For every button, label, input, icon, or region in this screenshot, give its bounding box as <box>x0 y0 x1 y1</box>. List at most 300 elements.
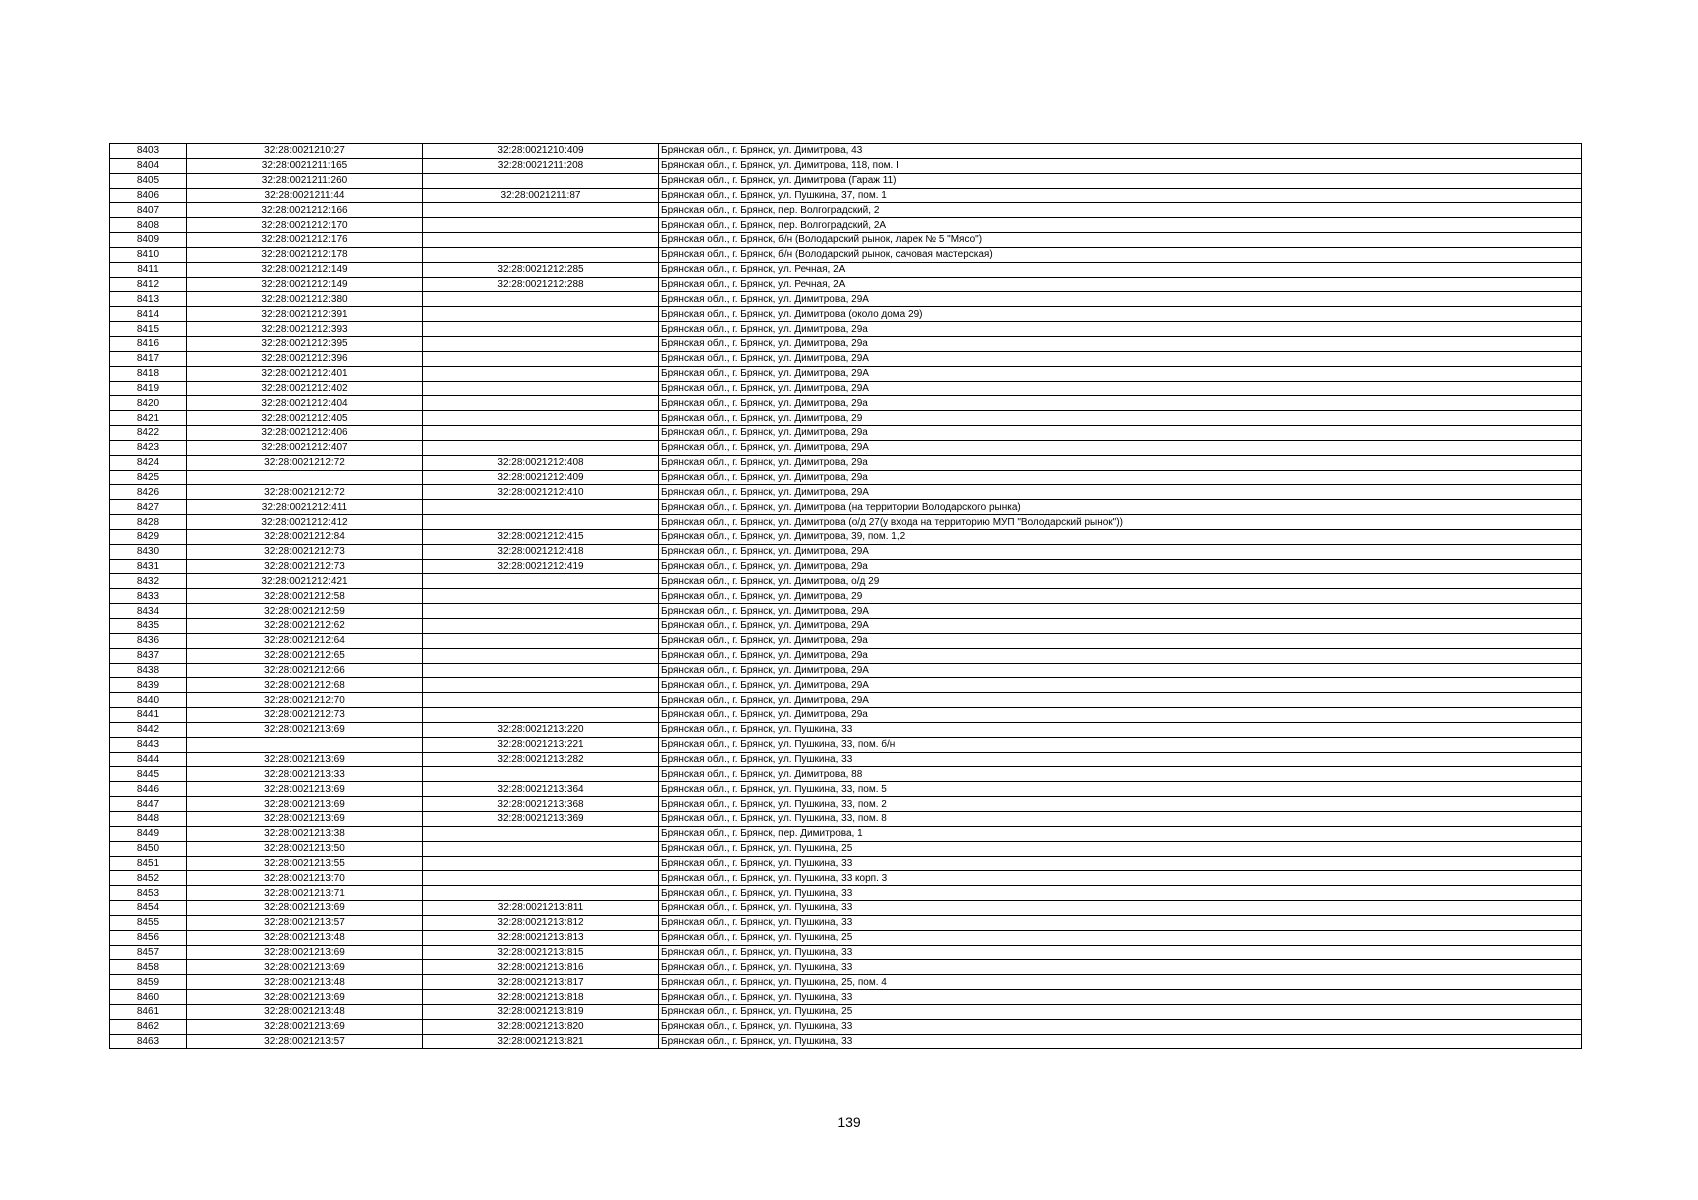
address-cell: Брянская обл., г. Брянск, ул. Димитрова (Гараж 11) <box>659 173 1582 188</box>
row-number-cell: 8455 <box>110 915 187 930</box>
table-row <box>110 752 1582 767</box>
row-number-cell: 8433 <box>110 589 187 604</box>
parcel-number-cell: 32:28:0021213:33 <box>187 767 423 782</box>
table-row <box>110 158 1582 173</box>
row-number-cell: 8441 <box>110 708 187 723</box>
row-number-cell: 8460 <box>110 990 187 1005</box>
parcel-number-cell: 32:28:0021212:404 <box>187 396 423 411</box>
address-cell: Брянская обл., г. Брянск, ул. Пушкина, 25 <box>659 930 1582 945</box>
object-number-cell: 32:28:0021213:819 <box>423 1004 659 1019</box>
address-cell: Брянская обл., г. Брянск, ул. Димитрова, 29А <box>659 693 1582 708</box>
object-number-cell <box>423 381 659 396</box>
address-cell: Брянская обл., г. Брянск, ул. Димитрова, 29А <box>659 663 1582 678</box>
row-number-cell: 8447 <box>110 797 187 812</box>
address-cell: Брянская обл., г. Брянск, ул. Димитрова, 88 <box>659 767 1582 782</box>
address-cell: Брянская обл., г. Брянск, ул. Пушкина, 33 <box>659 1019 1582 1034</box>
table-row <box>110 782 1582 797</box>
address-cell: Брянская обл., г. Брянск, ул. Пушкина, 25, пом. 4 <box>659 975 1582 990</box>
parcel-number-cell: 32:28:0021210:27 <box>187 144 423 159</box>
table-row <box>110 574 1582 589</box>
row-number-cell: 8410 <box>110 247 187 262</box>
table-row <box>110 604 1582 619</box>
table-row <box>110 1019 1582 1034</box>
table-row <box>110 500 1582 515</box>
parcel-number-cell: 32:28:0021212:391 <box>187 307 423 322</box>
table-row <box>110 678 1582 693</box>
table-row <box>110 247 1582 262</box>
table-row <box>110 811 1582 826</box>
row-number-cell: 8438 <box>110 663 187 678</box>
table-row <box>110 619 1582 634</box>
object-number-cell: 32:28:0021213:815 <box>423 945 659 960</box>
object-number-cell <box>423 886 659 901</box>
object-number-cell <box>423 411 659 426</box>
row-number-cell: 8451 <box>110 856 187 871</box>
address-cell: Брянская обл., г. Брянск, ул. Димитрова, 39, пом. 1,2 <box>659 529 1582 544</box>
parcel-number-cell: 32:28:0021213:69 <box>187 811 423 826</box>
address-cell: Брянская обл., г. Брянск, ул. Пушкина, 33 корп. 3 <box>659 871 1582 886</box>
object-number-cell: 32:28:0021213:821 <box>423 1034 659 1049</box>
address-cell: Брянская обл., г. Брянск, ул. Пушкина, 33 <box>659 752 1582 767</box>
parcel-number-cell: 32:28:0021211:260 <box>187 173 423 188</box>
object-number-cell: 32:28:0021211:208 <box>423 158 659 173</box>
parcel-number-cell: 32:28:0021213:55 <box>187 856 423 871</box>
address-cell: Брянская обл., г. Брянск, ул. Димитрова, 29а <box>659 559 1582 574</box>
parcel-number-cell: 32:28:0021213:69 <box>187 945 423 960</box>
object-number-cell <box>423 396 659 411</box>
object-number-cell: 32:28:0021211:87 <box>423 188 659 203</box>
object-number-cell <box>423 351 659 366</box>
table-row <box>110 218 1582 233</box>
object-number-cell <box>423 322 659 337</box>
address-cell: Брянская обл., г. Брянск, ул. Пушкина, 37, пом. 1 <box>659 188 1582 203</box>
object-number-cell: 32:28:0021212:419 <box>423 559 659 574</box>
parcel-number-cell: 32:28:0021212:59 <box>187 604 423 619</box>
row-number-cell: 8418 <box>110 366 187 381</box>
address-cell: Брянская обл., г. Брянск, ул. Димитрова, 43 <box>659 144 1582 159</box>
row-number-cell: 8448 <box>110 811 187 826</box>
table-row <box>110 975 1582 990</box>
table-row <box>110 915 1582 930</box>
object-number-cell: 32:28:0021213:368 <box>423 797 659 812</box>
address-cell: Брянская обл., г. Брянск, ул. Димитрова, 29а <box>659 708 1582 723</box>
address-cell: Брянская обл., г. Брянск, ул. Димитрова, 29а <box>659 336 1582 351</box>
table-row <box>110 945 1582 960</box>
parcel-number-cell: 32:28:0021212:62 <box>187 619 423 634</box>
object-number-cell: 32:28:0021213:820 <box>423 1019 659 1034</box>
parcel-number-cell <box>187 737 423 752</box>
object-number-cell <box>423 663 659 678</box>
address-cell: Брянская обл., г. Брянск, ул. Димитрова, 29А <box>659 485 1582 500</box>
row-number-cell: 8424 <box>110 455 187 470</box>
row-number-cell: 8440 <box>110 693 187 708</box>
object-number-cell: 32:28:0021212:418 <box>423 544 659 559</box>
table-row <box>110 856 1582 871</box>
parcel-number-cell: 32:28:0021212:405 <box>187 411 423 426</box>
object-number-cell: 32:28:0021212:410 <box>423 485 659 500</box>
address-cell: Брянская обл., г. Брянск, ул. Димитрова, 29 <box>659 411 1582 426</box>
parcel-number-cell: 32:28:0021213:71 <box>187 886 423 901</box>
address-cell: Брянская обл., г. Брянск, б/н (Володарский рынок, сачовая мастерская) <box>659 247 1582 262</box>
row-number-cell: 8461 <box>110 1004 187 1019</box>
table-row <box>110 960 1582 975</box>
row-number-cell: 8435 <box>110 619 187 634</box>
row-number-cell: 8419 <box>110 381 187 396</box>
parcel-number-cell: 32:28:0021212:401 <box>187 366 423 381</box>
address-cell: Брянская обл., г. Брянск, ул. Димитрова, 29а <box>659 633 1582 648</box>
table-row <box>110 396 1582 411</box>
parcel-number-cell: 32:28:0021212:64 <box>187 633 423 648</box>
address-cell: Брянская обл., г. Брянск, ул. Димитрова, 29А <box>659 366 1582 381</box>
address-cell: Брянская обл., г. Брянск, ул. Димитрова (около дома 29) <box>659 307 1582 322</box>
parcel-number-cell: 32:28:0021213:70 <box>187 871 423 886</box>
parcel-number-cell: 32:28:0021212:84 <box>187 529 423 544</box>
row-number-cell: 8411 <box>110 262 187 277</box>
row-number-cell: 8444 <box>110 752 187 767</box>
row-number-cell: 8429 <box>110 529 187 544</box>
object-number-cell: 32:28:0021210:409 <box>423 144 659 159</box>
table-row <box>110 485 1582 500</box>
table-row <box>110 1004 1582 1019</box>
object-number-cell: 32:28:0021212:409 <box>423 470 659 485</box>
object-number-cell <box>423 708 659 723</box>
row-number-cell: 8463 <box>110 1034 187 1049</box>
table-row <box>110 886 1582 901</box>
object-number-cell <box>423 826 659 841</box>
parcel-number-cell: 32:28:0021212:73 <box>187 708 423 723</box>
address-cell: Брянская обл., г. Брянск, ул. Пушкина, 33, пом. б/н <box>659 737 1582 752</box>
table-row <box>110 292 1582 307</box>
object-number-cell: 32:28:0021213:811 <box>423 901 659 916</box>
parcel-number-cell: 32:28:0021212:65 <box>187 648 423 663</box>
object-number-cell <box>423 203 659 218</box>
object-number-cell <box>423 233 659 248</box>
table-row <box>110 797 1582 812</box>
row-number-cell: 8412 <box>110 277 187 292</box>
parcel-number-cell: 32:28:0021212:72 <box>187 485 423 500</box>
table-row <box>110 871 1582 886</box>
table-row <box>110 426 1582 441</box>
row-number-cell: 8405 <box>110 173 187 188</box>
object-number-cell: 32:28:0021213:812 <box>423 915 659 930</box>
object-number-cell <box>423 871 659 886</box>
row-number-cell: 8434 <box>110 604 187 619</box>
row-number-cell: 8413 <box>110 292 187 307</box>
address-cell: Брянская обл., г. Брянск, ул. Речная, 2А <box>659 262 1582 277</box>
table-row <box>110 1034 1582 1049</box>
row-number-cell: 8415 <box>110 322 187 337</box>
address-cell: Брянская обл., г. Брянск, ул. Пушкина, 33 <box>659 960 1582 975</box>
row-number-cell: 8457 <box>110 945 187 960</box>
row-number-cell: 8432 <box>110 574 187 589</box>
object-number-cell <box>423 856 659 871</box>
parcel-number-cell: 32:28:0021211:44 <box>187 188 423 203</box>
row-number-cell: 8449 <box>110 826 187 841</box>
parcel-number-cell: 32:28:0021212:421 <box>187 574 423 589</box>
parcel-number-cell: 32:28:0021213:48 <box>187 930 423 945</box>
object-number-cell: 32:28:0021213:816 <box>423 960 659 975</box>
parcel-number-cell <box>187 470 423 485</box>
parcel-number-cell: 32:28:0021212:393 <box>187 322 423 337</box>
table-row <box>110 411 1582 426</box>
object-number-cell <box>423 366 659 381</box>
row-number-cell: 8428 <box>110 515 187 530</box>
address-cell: Брянская обл., г. Брянск, ул. Димитрова, 29А <box>659 351 1582 366</box>
parcel-number-cell: 32:28:0021213:48 <box>187 975 423 990</box>
table-row <box>110 633 1582 648</box>
parcel-number-cell: 32:28:0021213:48 <box>187 1004 423 1019</box>
address-cell: Брянская обл., г. Брянск, ул. Димитрова, 29А <box>659 440 1582 455</box>
row-number-cell: 8417 <box>110 351 187 366</box>
object-number-cell <box>423 515 659 530</box>
row-number-cell: 8450 <box>110 841 187 856</box>
parcel-number-cell: 32:28:0021212:170 <box>187 218 423 233</box>
row-number-cell: 8425 <box>110 470 187 485</box>
table-row <box>110 693 1582 708</box>
row-number-cell: 8458 <box>110 960 187 975</box>
address-cell: Брянская обл., г. Брянск, ул. Пушкина, 33 <box>659 990 1582 1005</box>
parcel-number-cell: 32:28:0021212:380 <box>187 292 423 307</box>
table-row <box>110 366 1582 381</box>
table-row <box>110 440 1582 455</box>
parcel-number-cell: 32:28:0021212:176 <box>187 233 423 248</box>
row-number-cell: 8436 <box>110 633 187 648</box>
row-number-cell: 8443 <box>110 737 187 752</box>
row-number-cell: 8414 <box>110 307 187 322</box>
address-cell: Брянская обл., г. Брянск, пер. Димитрова, 1 <box>659 826 1582 841</box>
row-number-cell: 8407 <box>110 203 187 218</box>
parcel-number-cell: 32:28:0021213:69 <box>187 990 423 1005</box>
parcel-number-cell: 32:28:0021213:57 <box>187 915 423 930</box>
table-row <box>110 722 1582 737</box>
table-row <box>110 233 1582 248</box>
object-number-cell: 32:28:0021213:818 <box>423 990 659 1005</box>
object-number-cell <box>423 218 659 233</box>
address-cell: Брянская обл., г. Брянск, ул. Димитрова, 29А <box>659 619 1582 634</box>
address-cell: Брянская обл., г. Брянск, пер. Волгоградский, 2А <box>659 218 1582 233</box>
address-cell: Брянская обл., г. Брянск, ул. Димитрова, 29а <box>659 426 1582 441</box>
object-number-cell <box>423 247 659 262</box>
row-number-cell: 8408 <box>110 218 187 233</box>
object-number-cell: 32:28:0021212:408 <box>423 455 659 470</box>
page-number: 139 <box>837 1114 861 1130</box>
object-number-cell <box>423 426 659 441</box>
object-number-cell <box>423 767 659 782</box>
object-number-cell: 32:28:0021212:285 <box>423 262 659 277</box>
parcel-number-cell: 32:28:0021211:165 <box>187 158 423 173</box>
object-number-cell: 32:28:0021213:364 <box>423 782 659 797</box>
table-row <box>110 737 1582 752</box>
row-number-cell: 8423 <box>110 440 187 455</box>
object-number-cell: 32:28:0021213:282 <box>423 752 659 767</box>
row-number-cell: 8404 <box>110 158 187 173</box>
parcel-number-cell: 32:28:0021212:411 <box>187 500 423 515</box>
table-row <box>110 381 1582 396</box>
table-row <box>110 173 1582 188</box>
parcel-number-cell: 32:28:0021213:69 <box>187 960 423 975</box>
object-number-cell <box>423 841 659 856</box>
address-cell: Брянская обл., г. Брянск, ул. Димитрова, 29А <box>659 292 1582 307</box>
object-number-cell: 32:28:0021213:369 <box>423 811 659 826</box>
object-number-cell <box>423 693 659 708</box>
row-number-cell: 8416 <box>110 336 187 351</box>
parcel-number-cell: 32:28:0021212:395 <box>187 336 423 351</box>
address-cell: Брянская обл., г. Брянск, ул. Пушкина, 33 <box>659 901 1582 916</box>
object-number-cell: 32:28:0021213:813 <box>423 930 659 945</box>
address-cell: Брянская обл., г. Брянск, ул. Димитрова, 29а <box>659 470 1582 485</box>
address-cell: Брянская обл., г. Брянск, ул. Речная, 2А <box>659 277 1582 292</box>
table-row <box>110 544 1582 559</box>
address-cell: Брянская обл., г. Брянск, ул. Димитрова, 29А <box>659 678 1582 693</box>
table-row <box>110 336 1582 351</box>
object-number-cell <box>423 604 659 619</box>
table-row <box>110 515 1582 530</box>
row-number-cell: 8431 <box>110 559 187 574</box>
row-number-cell: 8430 <box>110 544 187 559</box>
table-row <box>110 144 1582 159</box>
address-cell: Брянская обл., г. Брянск, ул. Димитрова, 29а <box>659 648 1582 663</box>
table-row <box>110 262 1582 277</box>
object-number-cell <box>423 440 659 455</box>
parcel-number-cell: 32:28:0021213:69 <box>187 797 423 812</box>
row-number-cell: 8439 <box>110 678 187 693</box>
table-row <box>110 589 1582 604</box>
address-cell: Брянская обл., г. Брянск, ул. Димитрова (на территории Володарского рынка) <box>659 500 1582 515</box>
address-cell: Брянская обл., г. Брянск, ул. Пушкина, 33, пом. 5 <box>659 782 1582 797</box>
parcel-number-cell: 32:28:0021212:178 <box>187 247 423 262</box>
object-number-cell <box>423 589 659 604</box>
row-number-cell: 8420 <box>110 396 187 411</box>
parcel-number-cell: 32:28:0021213:50 <box>187 841 423 856</box>
address-cell: Брянская обл., г. Брянск, ул. Димитрова, 29А <box>659 604 1582 619</box>
address-cell: Брянская обл., г. Брянск, ул. Димитрова, 29а <box>659 396 1582 411</box>
parcel-number-cell: 32:28:0021212:66 <box>187 663 423 678</box>
row-number-cell: 8422 <box>110 426 187 441</box>
address-cell: Брянская обл., г. Брянск, ул. Пушкина, 33, пом. 2 <box>659 797 1582 812</box>
row-number-cell: 8421 <box>110 411 187 426</box>
address-cell: Брянская обл., г. Брянск, ул. Пушкина, 33 <box>659 1034 1582 1049</box>
address-cell: Брянская обл., г. Брянск, ул. Димитрова, 29А <box>659 544 1582 559</box>
address-cell: Брянская обл., г. Брянск, ул. Димитрова, 29 <box>659 589 1582 604</box>
parcel-number-cell: 32:28:0021213:69 <box>187 901 423 916</box>
parcel-number-cell: 32:28:0021212:70 <box>187 693 423 708</box>
row-number-cell: 8452 <box>110 871 187 886</box>
object-number-cell: 32:28:0021213:221 <box>423 737 659 752</box>
row-number-cell: 8442 <box>110 722 187 737</box>
row-number-cell: 8427 <box>110 500 187 515</box>
row-number-cell: 8459 <box>110 975 187 990</box>
object-number-cell: 32:28:0021212:288 <box>423 277 659 292</box>
row-number-cell: 8446 <box>110 782 187 797</box>
object-number-cell <box>423 173 659 188</box>
parcel-number-cell: 32:28:0021212:73 <box>187 544 423 559</box>
object-number-cell: 32:28:0021212:415 <box>423 529 659 544</box>
parcel-number-cell: 32:28:0021213:38 <box>187 826 423 841</box>
parcel-number-cell: 32:28:0021212:58 <box>187 589 423 604</box>
row-number-cell: 8406 <box>110 188 187 203</box>
address-cell: Брянская обл., г. Брянск, ул. Димитрова, 29а <box>659 322 1582 337</box>
parcel-number-cell: 32:28:0021212:402 <box>187 381 423 396</box>
parcel-number-cell: 32:28:0021212:149 <box>187 277 423 292</box>
address-cell: Брянская обл., г. Брянск, ул. Пушкина, 33, пом. 8 <box>659 811 1582 826</box>
parcel-number-cell: 32:28:0021212:412 <box>187 515 423 530</box>
object-number-cell <box>423 619 659 634</box>
row-number-cell: 8453 <box>110 886 187 901</box>
table-row <box>110 663 1582 678</box>
object-number-cell: 32:28:0021213:220 <box>423 722 659 737</box>
address-cell: Брянская обл., г. Брянск, ул. Димитрова (о/д 27(у входа на территорию МУП "Володарский рынок")) <box>659 515 1582 530</box>
parcel-number-cell: 32:28:0021213:57 <box>187 1034 423 1049</box>
table-row <box>110 203 1582 218</box>
row-number-cell: 8456 <box>110 930 187 945</box>
table-row <box>110 188 1582 203</box>
address-cell: Брянская обл., г. Брянск, ул. Пушкина, 25 <box>659 1004 1582 1019</box>
table-row <box>110 990 1582 1005</box>
row-number-cell: 8409 <box>110 233 187 248</box>
parcel-number-cell: 32:28:0021212:68 <box>187 678 423 693</box>
object-number-cell <box>423 648 659 663</box>
table-row <box>110 767 1582 782</box>
address-cell: Брянская обл., г. Брянск, ул. Пушкина, 33 <box>659 886 1582 901</box>
table-row <box>110 826 1582 841</box>
table-row <box>110 529 1582 544</box>
table-row <box>110 648 1582 663</box>
table-row <box>110 455 1582 470</box>
address-cell: Брянская обл., г. Брянск, ул. Пушкина, 33 <box>659 722 1582 737</box>
parcel-number-cell: 32:28:0021213:69 <box>187 722 423 737</box>
object-number-cell <box>423 633 659 648</box>
address-cell: Брянская обл., г. Брянск, б/н (Володарский рынок, ларек № 5 "Мясо") <box>659 233 1582 248</box>
address-cell: Брянская обл., г. Брянск, ул. Димитрова, 118, пом. I <box>659 158 1582 173</box>
table-row <box>110 470 1582 485</box>
table-row <box>110 307 1582 322</box>
parcel-number-cell: 32:28:0021212:166 <box>187 203 423 218</box>
object-number-cell: 32:28:0021213:817 <box>423 975 659 990</box>
object-number-cell <box>423 292 659 307</box>
row-number-cell: 8403 <box>110 144 187 159</box>
parcel-number-cell: 32:28:0021212:407 <box>187 440 423 455</box>
address-cell: Брянская обл., г. Брянск, пер. Волгоградский, 2 <box>659 203 1582 218</box>
table-row <box>110 841 1582 856</box>
object-number-cell <box>423 336 659 351</box>
row-number-cell: 8437 <box>110 648 187 663</box>
address-cell: Брянская обл., г. Брянск, ул. Пушкина, 25 <box>659 841 1582 856</box>
table-row <box>110 901 1582 916</box>
table-row <box>110 322 1582 337</box>
address-cell: Брянская обл., г. Брянск, ул. Димитрова, 29А <box>659 381 1582 396</box>
parcel-number-cell: 32:28:0021213:69 <box>187 1019 423 1034</box>
parcel-number-cell: 32:28:0021212:72 <box>187 455 423 470</box>
parcel-number-cell: 32:28:0021213:69 <box>187 752 423 767</box>
parcel-number-cell: 32:28:0021212:149 <box>187 262 423 277</box>
table-row <box>110 708 1582 723</box>
row-number-cell: 8445 <box>110 767 187 782</box>
table-row <box>110 930 1582 945</box>
object-number-cell <box>423 574 659 589</box>
row-number-cell: 8454 <box>110 901 187 916</box>
address-cell: Брянская обл., г. Брянск, ул. Димитрова, о/д 29 <box>659 574 1582 589</box>
object-number-cell <box>423 678 659 693</box>
records-table-body <box>110 144 1582 1049</box>
row-number-cell: 8462 <box>110 1019 187 1034</box>
object-number-cell <box>423 307 659 322</box>
records-table <box>109 143 1582 1049</box>
address-cell: Брянская обл., г. Брянск, ул. Пушкина, 33 <box>659 915 1582 930</box>
address-cell: Брянская обл., г. Брянск, ул. Димитрова, 29а <box>659 455 1582 470</box>
parcel-number-cell: 32:28:0021212:406 <box>187 426 423 441</box>
table-row <box>110 351 1582 366</box>
parcel-number-cell: 32:28:0021212:73 <box>187 559 423 574</box>
